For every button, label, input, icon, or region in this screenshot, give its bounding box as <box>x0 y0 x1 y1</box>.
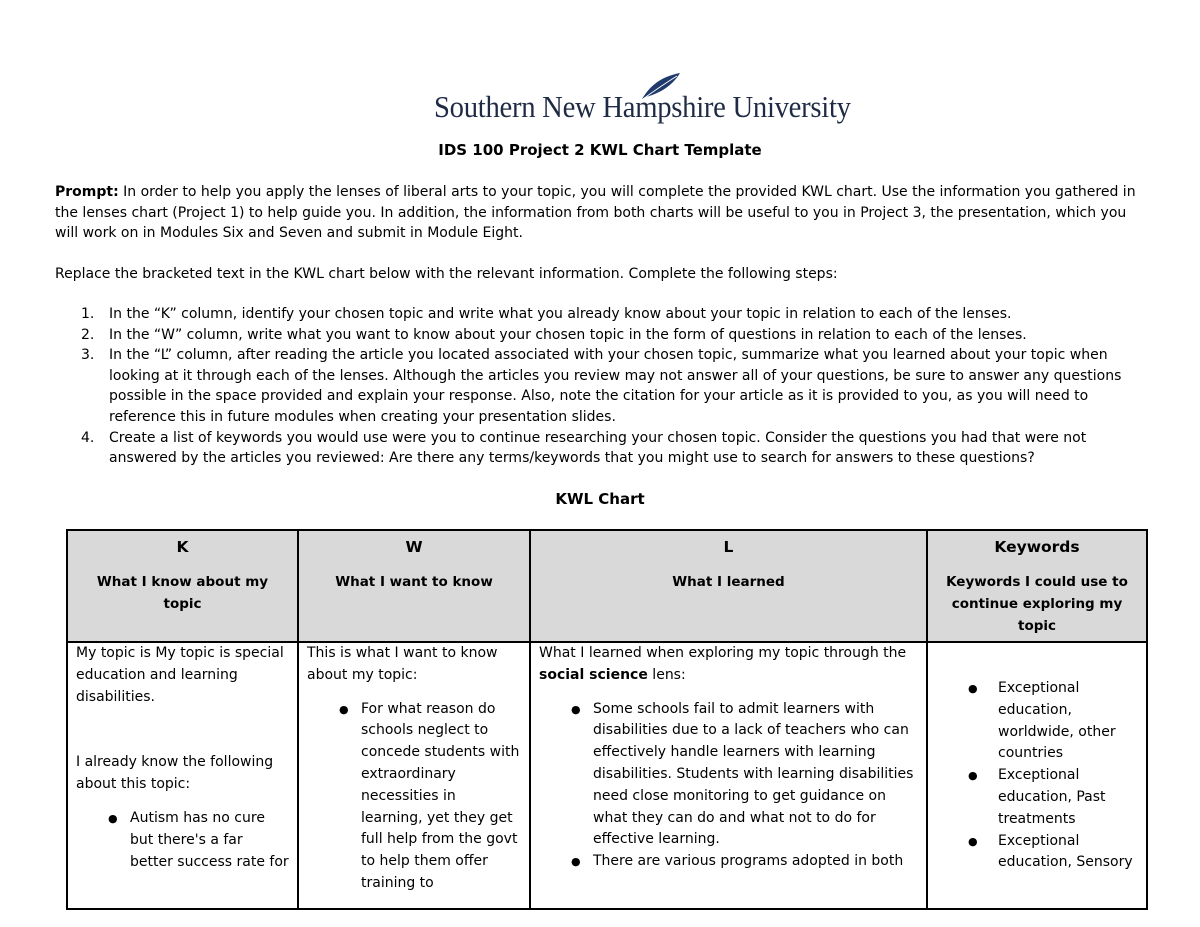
bullet-icon: ● <box>108 811 118 825</box>
k-cell <box>67 642 298 909</box>
l-intro: What I learned when exploring my topic through the social science lens: <box>539 645 907 683</box>
list-item: ● Exceptional education, Past treatments <box>968 767 1106 827</box>
bullet-icon: ● <box>571 855 581 869</box>
w-bullet-list <box>307 699 521 895</box>
kwl-chart-title: KWL Chart <box>555 490 645 508</box>
step-number: 4. <box>81 429 95 446</box>
header-l-letter: L <box>723 538 734 556</box>
w-intro: This is what I want to know about my topic: <box>307 645 498 683</box>
l-cell <box>530 642 927 909</box>
step-item <box>55 345 1145 427</box>
kwl-header-row <box>67 530 1147 642</box>
list-item: ● Exceptional education, Sensory <box>968 832 1133 871</box>
page-title: IDS 100 Project 2 KWL Chart Template <box>438 141 762 159</box>
list-item: ● There are various programs adopted in both <box>539 851 918 873</box>
bullet-icon: ● <box>968 769 978 783</box>
kwl-body-row <box>67 642 1147 909</box>
header-k-letter: K <box>176 538 189 556</box>
bullet-icon: ● <box>968 682 978 695</box>
step-item <box>55 428 1145 469</box>
header-k-subtitle: What I know about my topic <box>96 574 269 612</box>
prompt-paragraph <box>55 182 1145 244</box>
header-w-letter: W <box>405 538 423 556</box>
leaf-icon <box>640 72 682 100</box>
header-w-subtitle: What I want to know <box>335 574 493 590</box>
header-w <box>298 530 530 642</box>
list-item: ● For what reason do schools neglect to concede students with extraordinary necessities in learning, yet they get full help from the govt to help them offer training to <box>339 700 520 891</box>
step-number: 1. <box>81 306 95 322</box>
k-intro: My topic is My topic is special education and learning disabilities. <box>76 645 284 705</box>
bullet-icon: ● <box>339 702 349 716</box>
header-k <box>67 530 298 642</box>
step-text: In the “K” column, identify your chosen topic and write what you already know about your topic in relation to each of the lenses. <box>109 306 1012 322</box>
step-text: In the “W” column, write what you want to know about your chosen topic in the form of questions in relation to each of the lenses. <box>109 326 1027 343</box>
kwl-table <box>66 529 1148 910</box>
list-item: ● Autism has no cure but there's a far better success rate for <box>108 809 289 870</box>
steps-list <box>55 304 1145 469</box>
bullet-icon: ● <box>571 702 581 716</box>
bullet-icon: ● <box>968 834 978 848</box>
keywords-bullet-list <box>936 678 1138 874</box>
instructions-paragraph: Replace the bracketed text in the KWL chart below with the relevant information. Complete the following steps: <box>55 266 838 282</box>
step-item <box>55 325 1145 346</box>
university-logo <box>434 72 851 128</box>
list-item: ● Exceptional education, worldwide, other countries <box>968 680 1116 762</box>
list-item: ● Some schools fail to admit learners with disabilities due to a lack of teachers who can effectively handle learners with learning disabilities. Students with learning disabilities need close monitoring to get guidance on what they can do and what not to do for effective learning. <box>571 700 914 848</box>
step-text: Create a list of keywords you would use were you to continue researching your chosen topic. Consider the questions you had that were not answered by the articles you reviewed: Are there any terms/keywords that you might use to search for answers to these questions? <box>109 429 1087 467</box>
header-keywords-letter: Keywords <box>994 538 1080 556</box>
step-number: 3. <box>81 347 95 364</box>
logo-text: Southern New Hampshire University <box>434 90 851 124</box>
header-l-subtitle: What I learned <box>672 574 785 590</box>
step-number: 2. <box>81 326 95 343</box>
step-item <box>55 304 1145 325</box>
prompt-label: Prompt: <box>55 184 119 200</box>
header-l <box>530 530 927 642</box>
header-keywords <box>927 530 1147 642</box>
k-bullet-list <box>76 808 289 873</box>
prompt-text: In order to help you apply the lenses of liberal arts to your topic, you will complete the provided KWL chart. Use the information you gathered in the lenses chart (Project 1) to help guide you. In addition, the information from both charts will be useful to you in Project 3, the presentation, which you will work on in Modules Six and Seven and submit in Module Eight. <box>55 184 1136 241</box>
l-bullet-list <box>539 699 918 873</box>
k-known-label: I already know the following about this topic: <box>76 754 274 793</box>
keywords-cell <box>927 642 1147 909</box>
header-keywords-subtitle: Keywords I could use to continue exploring my topic <box>946 574 1128 634</box>
step-text: In the “L” column, after reading the article you located associated with your chosen topic, summarize what you learned about your topic when looking at it through each of the lenses. Although the articles you review may not answer all of your questions, be sure to answer any questions possible in the space provided and explain your response. Also, note the citation for your article as it is provided to you, as you will need to reference this in future modules when creating your presentation slides. <box>109 347 1122 425</box>
w-cell <box>298 642 530 909</box>
